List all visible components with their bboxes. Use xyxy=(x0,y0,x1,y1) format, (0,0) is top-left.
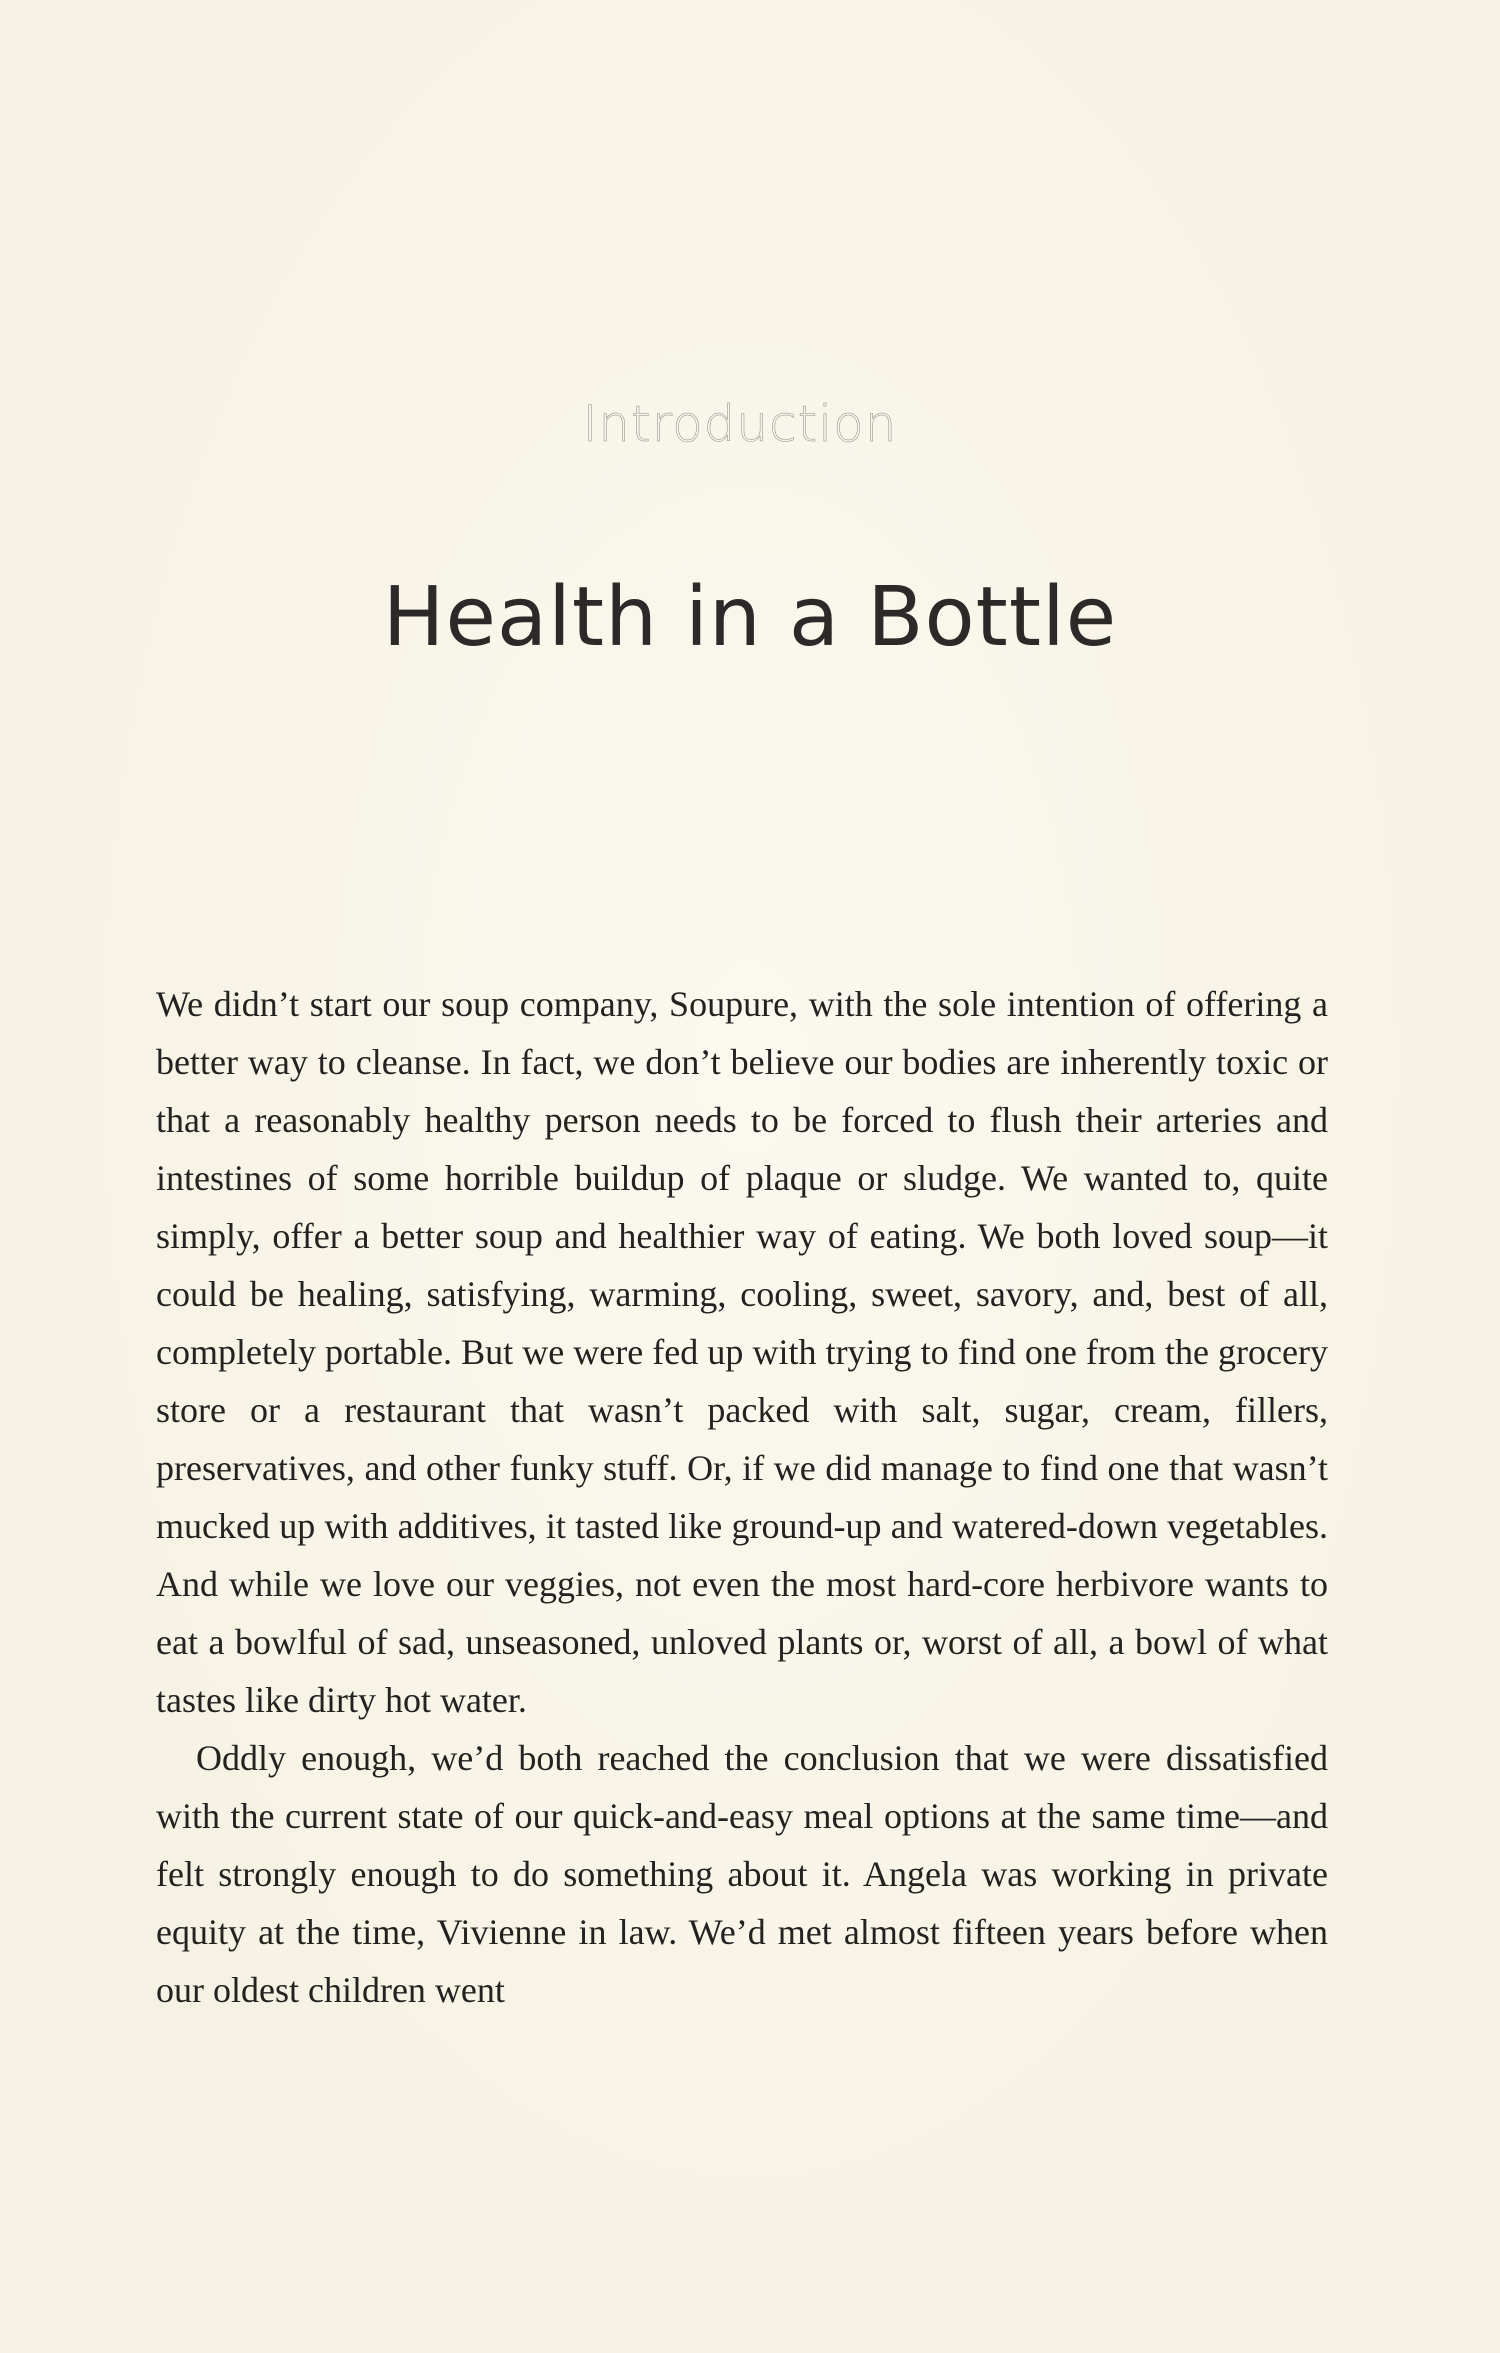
chapter-kicker: Introduction xyxy=(582,395,898,453)
paragraph: We didn’t start our soup company, Soupure, with the sole intention of offering a better way to cleanse. In fact, we don’t believe our bodies are inherently toxic or that a reasonably healthy person needs to be forced to flush their arteries and intestines of some horrible buildup of plaque or sludge. We wanted to, quite simply, offer a better soup and healthier way of eating. We both loved soup—it could be healing, satisfying, warming, cooling, sweet, savory, and, best of all, completely portable. But we were fed up with trying to find one from the grocery store or a restaurant that wasn’t packed with salt, sugar, cream, fillers, preservatives, and other funky stuff. Or, if we did manage to find one that wasn’t mucked up with additives, it tasted like ground-up and watered-down vegetables. And while we love our veggies, not even the most hard-core herbivore wants to eat a bowlful of sad, unseasoned, unloved plants or, worst of all, a bowl of what tastes like dirty hot water. xyxy=(156,984,1328,1720)
chapter-title: Health in a Bottle xyxy=(382,570,1118,665)
body-text xyxy=(156,975,1328,2019)
paragraph: Oddly enough, we’d both reached the conclusion that we were dissatisfied with the current state of our quick-and-easy meal options at the same time—and felt strongly enough to do something about it. Angela was working in private equity at the time, Vivienne in law. We’d met almost fifteen years before when our oldest children went xyxy=(156,1738,1328,2010)
